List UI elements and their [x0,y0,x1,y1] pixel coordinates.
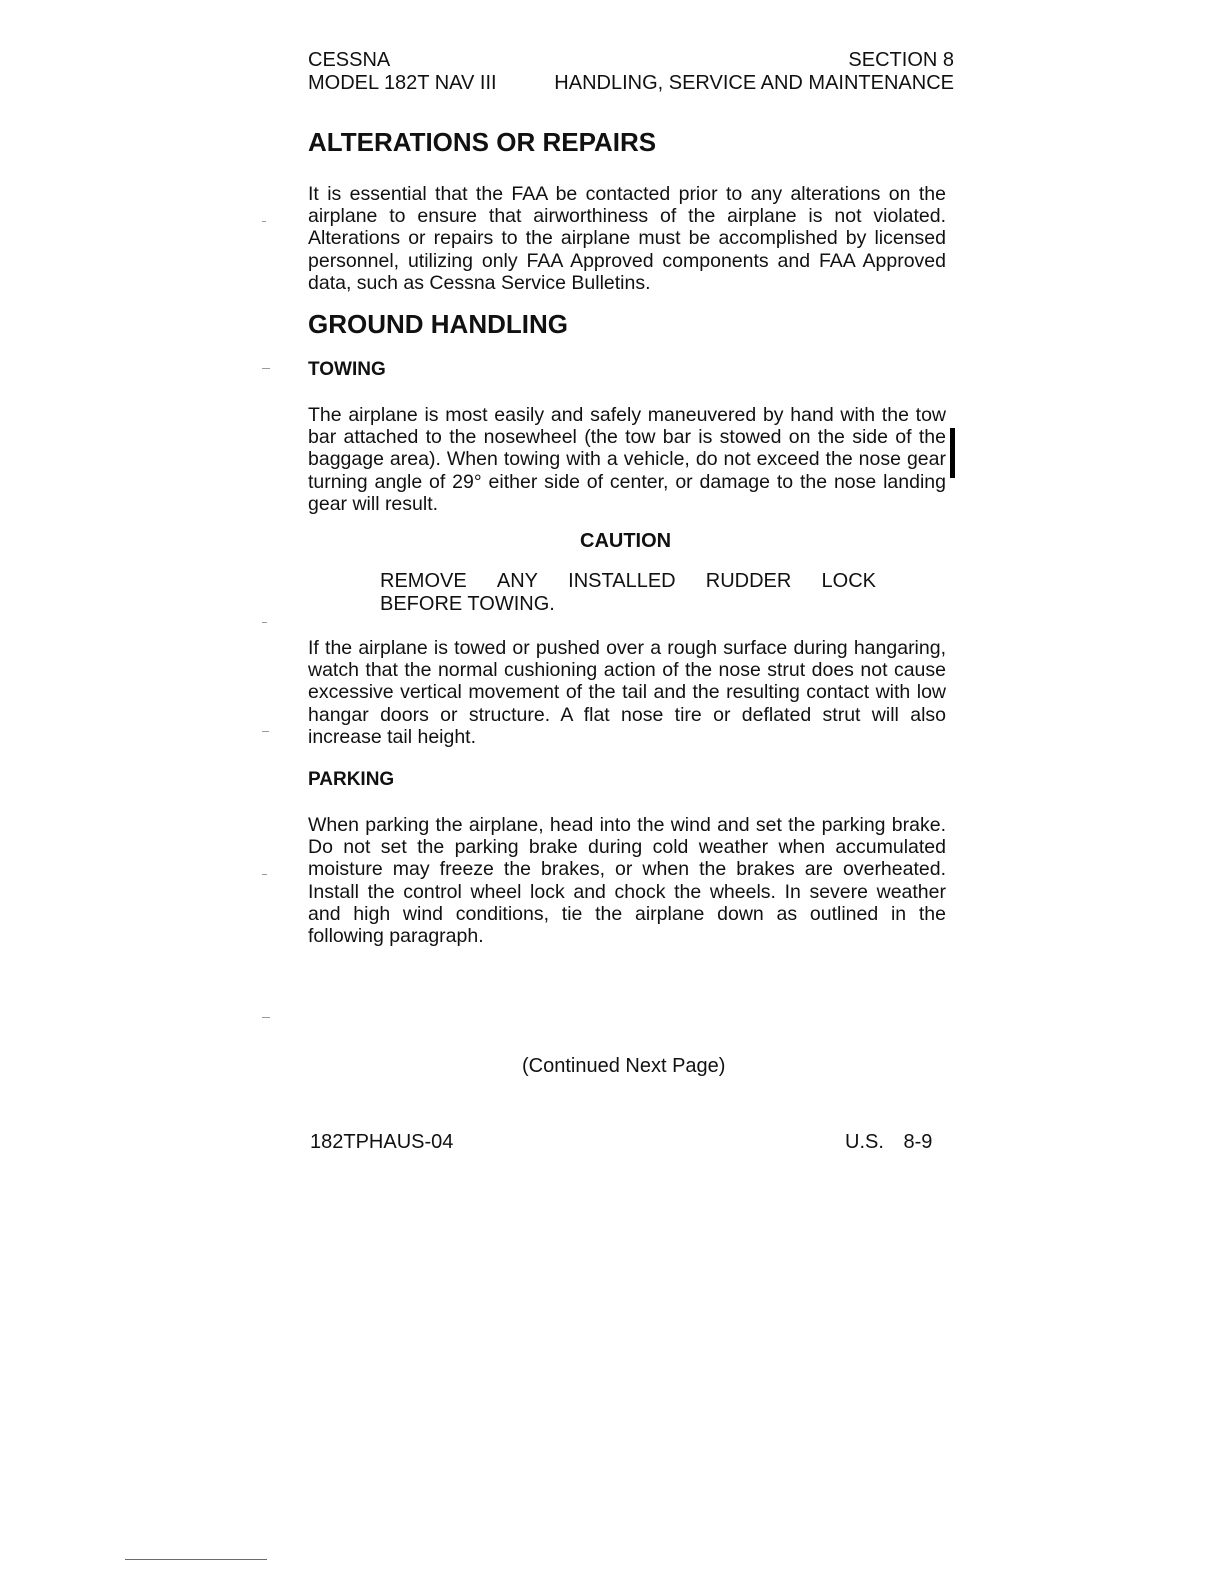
paragraph-parking: When parking the airplane, head into the wind and set the parking brake. Do not set the parking brake during cold weather when accumulated moisture may freeze the brakes, or when the brakes are overheated. Install the control wheel lock and chock the wheels. In severe weather and high wind conditions, tie the airplane down as outlined in the following paragraph. [308,814,946,948]
margin-mark [262,1017,270,1018]
revision-change-bar [950,428,955,478]
paragraph-towing-rough-surface: If the airplane is towed or pushed over a rough surface during hangaring, watch that the normal cushioning action of the nose strut does not cause excessive vertical movement of the tail and the resulting contact with low hangar doors or structure. A flat nose tire or deflated strut will also increase tail height. [308,637,946,748]
caution-word: ANY [496,570,538,592]
footer-page-ref [845,1130,932,1154]
running-header-line-2 [308,71,954,95]
footnote-rule [125,1559,267,1560]
caution-word: REMOVE [380,570,467,592]
margin-mark [262,731,269,732]
continued-next-page-note: (Continued Next Page) [522,1055,726,1077]
caution-text [380,570,876,616]
paragraph-towing: The airplane is most easily and safely maneuvered by hand with the tow bar attached to the nosewheel (the tow bar is stowed on the side of the baggage area). When towing with a vehicle, do not exceed the nose gear turning angle of 29° either side of center, or damage to the nose landing gear will result. [308,404,946,515]
heading-alterations-or-repairs: ALTERATIONS OR REPAIRS [308,127,657,157]
caution-title: CAUTION [580,530,672,552]
header-section-title: HANDLING, SERVICE AND MAINTENANCE [554,72,954,94]
caution-word: RUDDER [705,570,792,592]
subheading-parking: PARKING [308,769,395,790]
footer-document-id: 182TPHAUS-04 [310,1131,454,1153]
header-model: MODEL 182T NAV III [308,72,497,94]
margin-mark [262,368,270,369]
caution-word: LOCK [821,570,876,592]
paragraph-alterations: It is essential that the FAA be contacted prior to any alterations on the airplane to ensure that airworthiness of the airplane is not violated. Alterations or repairs to the airplane must be accomplished by licensed personnel, utilizing only FAA Approved components and FAA Approved data, such as Cessna Service Bulletins. [308,183,946,294]
caution-text-line-2: BEFORE TOWING. [380,593,555,615]
margin-mark [262,622,267,623]
subheading-towing: TOWING [308,359,386,380]
footer-region: U.S. [845,1131,884,1153]
running-header-line-1 [308,48,954,72]
caution-word: INSTALLED [568,570,676,592]
footer-page-number: 8-9 [903,1131,933,1153]
header-manufacturer: CESSNA [308,49,391,71]
header-section: SECTION 8 [848,49,954,71]
margin-mark [262,221,266,222]
heading-ground-handling: GROUND HANDLING [308,309,568,339]
margin-mark [262,874,267,875]
caution-text-line-1 [380,570,876,593]
